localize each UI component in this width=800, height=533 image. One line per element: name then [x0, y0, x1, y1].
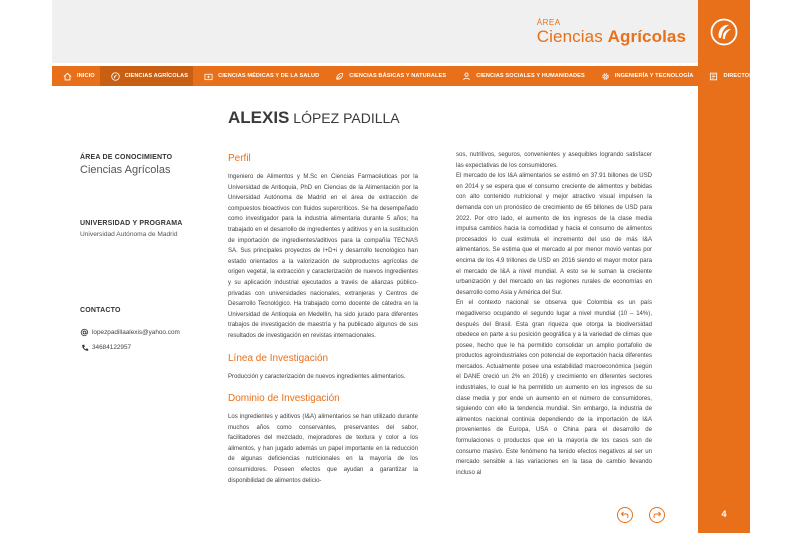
dominio-heading: Dominio de Investigación [228, 393, 340, 405]
medical-kit-icon [204, 72, 213, 81]
nav-item-label: CIENCIAS AGRÍCOLAS [124, 73, 189, 79]
linea-heading: Línea de Investigación [228, 352, 329, 364]
nav-item-ciencias-medicas[interactable] [193, 66, 324, 86]
nav-item-ingenieria[interactable] [590, 66, 699, 86]
knowledge-area-block [80, 154, 220, 176]
university-label: UNIVERSIDAD Y PROGRAMA [80, 220, 183, 227]
dominio-text: Los ingredientes y aditivos (I&A) alimentarios se han utilizado durante muchos años como conservantes, preservantes del sabor, facilitadores del mezclado, mejoradores de textura y color a los alimentos, y han jugado además un papel importante en la reducción de algunas deficiencias nutricionales en la mayoría de los consumidores. Poseen efectos que ayudan a garantizar la disponibilidad de alimentos delicio- [228, 414, 418, 484]
university-value: Universidad Autónoma de Madrid [80, 231, 178, 238]
nav-item-ciencias-sociales[interactable] [451, 66, 590, 86]
area-small-label: ÁREA [536, 18, 561, 27]
book-icon [709, 72, 718, 81]
col2-paragraph-3: En el contexto nacional se observa que Colombia es un país megadiverso ocupando el segundo lugar a nivel mundial (10 – 14%), después del Brasil. Esta gran riqueza que otorga la biodiversidad obedece en parte a su posición geográfica y a la variedad de climas que posee, hecho que le ha permitido consolidar un amplio portafolio de productos agroindustriales con potencial de exportación hacia diferentes mercados. Actualmente posee una estabilidad macroeconómica (según el DANE creció un 2% en 2016) y crecimiento en diferentes sectores industriales, lo cual le ha permitido un aumento en los ingresos de su clase media y por ende un aumento en el número de consumidores, siguiendo con ello la tendencia mundial. Sin embargo, la industria de alimentos nacional continúa dependiendo de la importación de I&A provenientes de Europa, USA o China para el desarrollo de formulaciones o productos que en la mayoría de los casos son de consumo masivo. Este fenómeno ha tenido efectos negativos al ser un mercado sensible a las variaciones en la tasa de cambio llevando incluso al [456, 300, 652, 476]
right-sidebar-strip [698, 63, 750, 533]
profile-first-name: ALEXIS [228, 108, 290, 127]
back-arrow-icon [620, 510, 630, 520]
nav-item-label: CIENCIAS SOCIALES Y HUMANIDADES [476, 73, 585, 79]
contact-phone[interactable]: 34684122957 [92, 344, 132, 351]
gear-icon [601, 72, 610, 81]
col2-paragraph-2: El mercado de los I&A alimentarios se estimó en 37.91 billones de USD en 2014 y se espera que el consumo creciente de alimentos y bebidas con alto contenido nutricional y mejor atractivo visual impulsen la demanda con un pronóstico de crecimiento de 65 billones de USD para 2022. Por otro lado, el aumento de los ingresos de la clase media impulsa cambios hacia la comodidad y hacia el consumo de alimentos procesados lo cual estimula el incremento del uso de más I&A alimentarios. Se estima que el mercado al por menor movió ventas por encima de los 4.9 trillones de USD en 2016 siendo el mayor motor para el mercado de I&A a nivel mundial. A esto se le suman la creciente urbanización y del mercado en las regiones rurales de economías en desarrollo como Asia y América del Sur. [456, 173, 652, 296]
leaf-icon [335, 72, 344, 81]
nav-item-ciencias-basicas[interactable] [324, 66, 451, 86]
contact-label: CONTACTO [80, 307, 121, 314]
content-column-1 [228, 152, 418, 486]
spiral-leaf-logo-icon [710, 18, 738, 46]
area-title-block [537, 18, 686, 47]
home-icon [63, 72, 72, 81]
leaf-icon [111, 72, 120, 81]
nav-item-label: CIENCIAS MÉDICAS Y DE LA SALUD [218, 73, 320, 79]
phone-row[interactable] [80, 343, 220, 352]
knowledge-area-label: ÁREA DE CONOCIMIENTO [80, 154, 173, 161]
person-icon [462, 72, 471, 81]
profile-name [228, 108, 400, 128]
page-number: 4 [721, 509, 727, 519]
nav-item-ciencias-agricolas[interactable] [100, 66, 193, 86]
contact-block [80, 307, 220, 352]
nav-item-directorio[interactable] [698, 66, 764, 86]
area-title-part1: Ciencias [536, 27, 608, 46]
back-button[interactable] [617, 507, 633, 523]
nav-item-label: INICIO [77, 73, 95, 79]
forward-arrow-icon [652, 510, 662, 520]
header-band [52, 0, 698, 63]
knowledge-area-value: Ciencias Agrícolas [80, 164, 171, 176]
area-title-part2: Agrícolas [607, 27, 686, 46]
nav-item-label: INGENIERÍA Y TECNOLOGÍA [614, 73, 694, 79]
contact-email[interactable]: lopezpadillaalexis@yahoo.com [92, 329, 180, 336]
profile-last-name: LÓPEZ PADILLA [289, 110, 400, 126]
area-title [537, 27, 686, 47]
perfil-text: Ingeniero de Alimentos y M.Sc en Ciencias Farmacéuticas por la Universidad de Antioquia, PhD en Ciencias de la Alimentación por la Universidad Autónoma de Madrid en el área de extracción de compuestos bioactivos con fluidos supercríticos. Se ha desempeñado como investigador para la industria alimentaria durante 5 años; ha trabajado en el desarrollo de ingredientes y aditivos y en la sustitución de importación de ingredientes/aditivos para la compañía TECNAS SA. Sus principales proyectos de I+D+i y desarrollo tecnológico han estado orientados a la valorización de subproductos agrícolas de origen vegetal, la extracción y caracterización de nuevos ingredientes y su aplicación industrial ejecutados a través de alianzas público-privadas con universidades nacionales, extranjeras y Centros de Desarrollo Tecnológico. Ha trabajado como docente de cátedra en la Universidad de Antioquia en Medellín, ha sido jurado para diferentes trabajos de investigación de maestría y ha publicado algunos de sus resultados de investigación en revistas internacionales. [228, 174, 418, 339]
forward-button[interactable] [649, 507, 665, 523]
at-sign-icon [80, 328, 89, 337]
nav-item-label: CIENCIAS BÁSICAS Y NATURALES [349, 73, 447, 79]
phone-icon [80, 343, 89, 352]
nav-item-inicio[interactable] [52, 66, 100, 86]
nav-item-label: DIRECTORIO [723, 73, 760, 79]
content-column-2 [456, 150, 652, 478]
perfil-heading: Perfil [228, 153, 251, 164]
email-row[interactable] [80, 328, 220, 337]
linea-text: Producción y caracterización de nuevos ingredientes alimentarios. [228, 373, 406, 380]
col2-paragraph-1: sos, nutritivos, seguros, convenientes y asequibles logrando satisfacer las expectativas de los consumidores. [456, 152, 652, 169]
main-nav [52, 66, 760, 86]
university-block [80, 220, 220, 238]
logo[interactable] [698, 0, 750, 63]
